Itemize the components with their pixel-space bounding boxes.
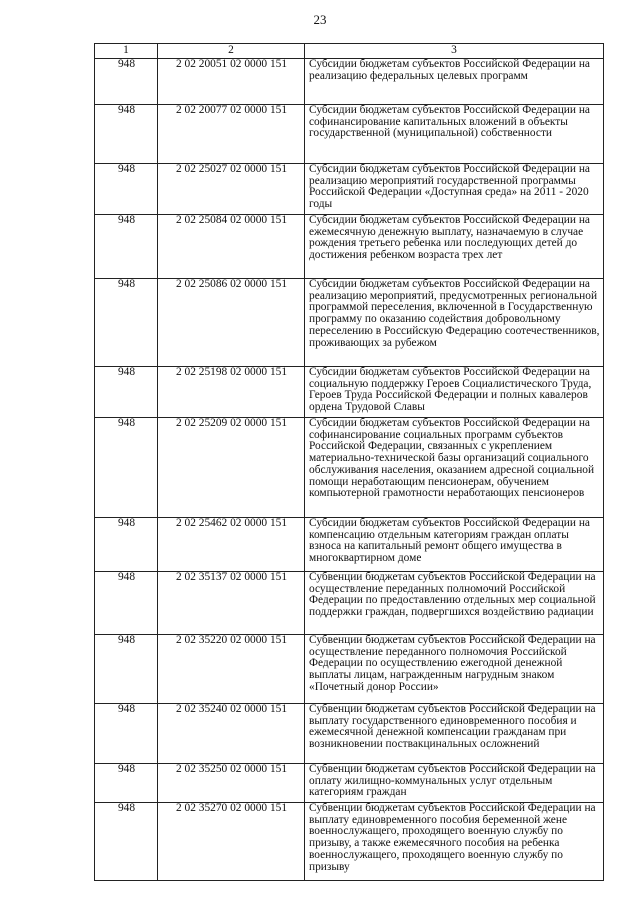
- table-row: [95, 518, 604, 572]
- admin-code-cell: 948: [95, 59, 158, 105]
- table-row: [95, 59, 604, 105]
- admin-code-cell: 948: [95, 635, 158, 704]
- income-name-cell: Субвенции бюджетам субъектов Российской Федерации на выплату единовременного пособия беременной жене военнослужащего, проходящего военную службу по призыву, а также ежемесячного пособия на ребенка военнослужащего, проходящего военную службу по призыву: [305, 803, 604, 881]
- budget-code-cell: 2 02 25027 02 0000 151: [158, 164, 305, 215]
- admin-code-cell: 948: [95, 704, 158, 764]
- column-header-2: 2: [158, 44, 305, 59]
- table-row: [95, 418, 604, 518]
- income-name-cell: Субсидии бюджетам субъектов Российской Федерации на реализацию федеральных целевых программ: [305, 59, 604, 105]
- budget-code-cell: 2 02 25462 02 0000 151: [158, 518, 305, 572]
- admin-code-cell: 948: [95, 572, 158, 635]
- income-name-cell: Субсидии бюджетам субъектов Российской Федерации на реализацию мероприятий, предусмотренных региональной программой переселения, включенной в Государственную программу по оказанию содействия добровольному переселению в Российскую Федерацию соотечественников, проживающих за рубежом: [305, 279, 604, 367]
- table-row: [95, 635, 604, 704]
- income-name-cell: Субвенции бюджетам субъектов Российской Федерации на осуществление переданных полномочий Российской Федерации по предоставлению отдельных мер социальной поддержки граждан, подвергшихся воздействию радиации: [305, 572, 604, 635]
- table-row: [95, 279, 604, 367]
- admin-code-cell: 948: [95, 105, 158, 164]
- budget-code-cell: 2 02 35220 02 0000 151: [158, 635, 305, 704]
- budget-classification-table: [94, 43, 604, 881]
- income-name-cell: Субвенции бюджетам субъектов Российской Федерации на выплату государственного единовременного пособия и ежемесячной денежной компенсации гражданам при возникновении поствакцинальных осложнений: [305, 704, 604, 764]
- table-row: [95, 764, 604, 803]
- budget-code-cell: 2 02 35240 02 0000 151: [158, 704, 305, 764]
- budget-code-cell: 2 02 25084 02 0000 151: [158, 215, 305, 279]
- budget-code-cell: 2 02 25086 02 0000 151: [158, 279, 305, 367]
- admin-code-cell: 948: [95, 164, 158, 215]
- table-row: [95, 215, 604, 279]
- income-name-cell: Субсидии бюджетам субъектов Российской Федерации на реализацию мероприятий государственной программы Российской Федерации «Доступная среда» на 2011 - 2020 годы: [305, 164, 604, 215]
- admin-code-cell: 948: [95, 764, 158, 803]
- budget-code-cell: 2 02 35270 02 0000 151: [158, 803, 305, 881]
- budget-code-cell: 2 02 20051 02 0000 151: [158, 59, 305, 105]
- income-name-cell: Субсидии бюджетам субъектов Российской Федерации на социальную поддержку Героев Социалистического Труда, Героев Труда Российской Федерации и полных кавалеров ордена Трудовой Славы: [305, 367, 604, 418]
- budget-code-cell: 2 02 35137 02 0000 151: [158, 572, 305, 635]
- admin-code-cell: 948: [95, 418, 158, 518]
- income-name-cell: Субсидии бюджетам субъектов Российской Федерации на компенсацию отдельным категориям граждан оплаты взноса на капитальный ремонт общего имущества в многоквартирном доме: [305, 518, 604, 572]
- table-row: [95, 164, 604, 215]
- page-number: 23: [313, 12, 327, 27]
- admin-code-cell: 948: [95, 518, 158, 572]
- income-name-cell: Субсидии бюджетам субъектов Российской Федерации на ежемесячную денежную выплату, назначаемую в случае рождения третьего ребенка или последующих детей до достижения ребенком возраста трех лет: [305, 215, 604, 279]
- column-header-3: 3: [305, 44, 604, 59]
- table-row: [95, 572, 604, 635]
- budget-code-cell: 2 02 25198 02 0000 151: [158, 367, 305, 418]
- table-row: [95, 704, 604, 764]
- income-name-cell: Субвенции бюджетам субъектов Российской Федерации на оплату жилищно-коммунальных услуг отдельным категориям граждан: [305, 764, 604, 803]
- admin-code-cell: 948: [95, 803, 158, 881]
- table-row: [95, 105, 604, 164]
- budget-code-cell: 2 02 20077 02 0000 151: [158, 105, 305, 164]
- budget-code-cell: 2 02 35250 02 0000 151: [158, 764, 305, 803]
- admin-code-cell: 948: [95, 215, 158, 279]
- income-name-cell: Субсидии бюджетам субъектов Российской Федерации на софинансирование капитальных вложений в объекты государственной (муниципальной) собственности: [305, 105, 604, 164]
- table-header-row: [95, 44, 604, 59]
- admin-code-cell: 948: [95, 367, 158, 418]
- income-name-cell: Субсидии бюджетам субъектов Российской Федерации на софинансирование социальных программ субъектов Российской Федерации, связанных с укреплением материально-технической базы организаций социального обслуживания населения, оказанием адресной социальной помощи неработающим пенсионерам, обучением компьютерной грамотности неработающих пенсионеров: [305, 418, 604, 518]
- admin-code-cell: 948: [95, 279, 158, 367]
- income-name-cell: Субвенции бюджетам субъектов Российской Федерации на осуществление переданного полномочия Российской Федерации по осуществлению ежегодной денежной выплаты лицам, награжденным нагрудным знаком «Почетный донор России»: [305, 635, 604, 704]
- budget-code-cell: 2 02 25209 02 0000 151: [158, 418, 305, 518]
- table-row: [95, 803, 604, 881]
- column-header-1: 1: [95, 44, 158, 59]
- table-row: [95, 367, 604, 418]
